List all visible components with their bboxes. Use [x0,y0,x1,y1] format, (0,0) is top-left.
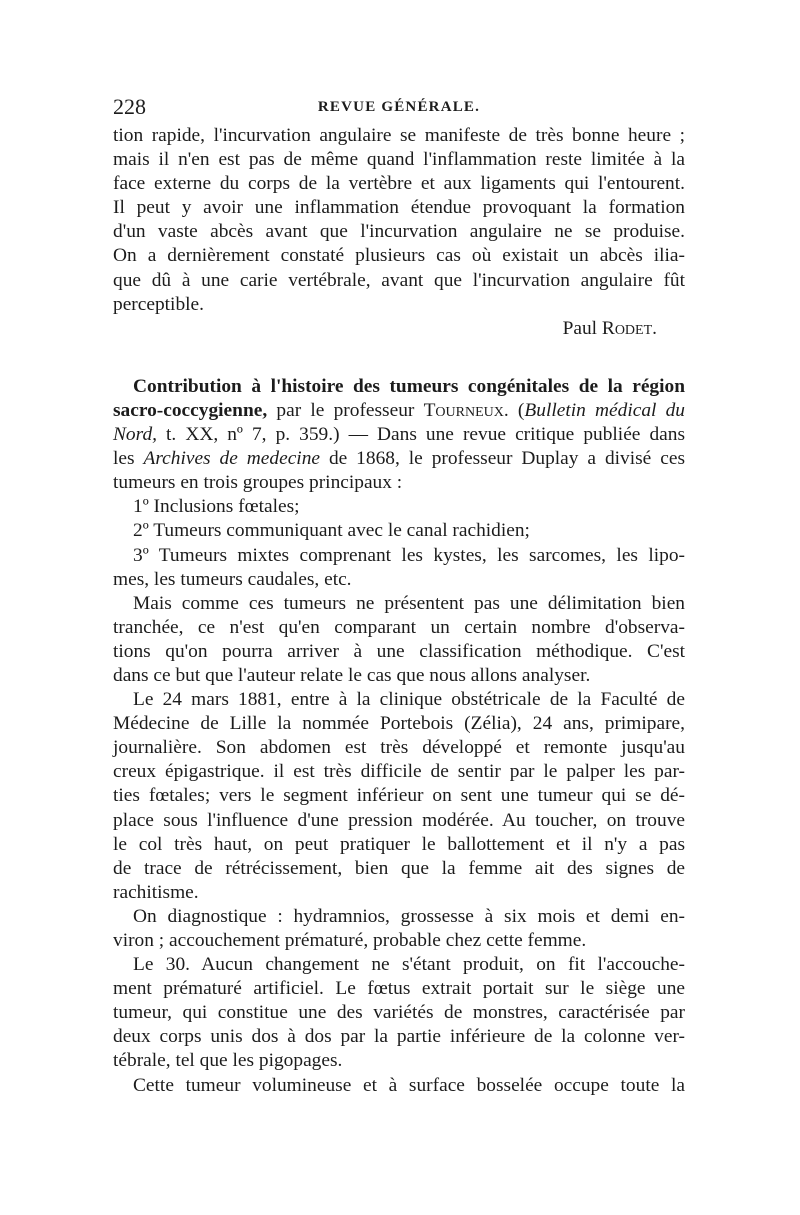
text-line: Le 30. Aucun changement ne s'étant produit, on fit l'accouche- [133,954,685,976]
text-line: journalière. Son abdomen est très développé et remonte jusqu'au [113,737,685,759]
list-item: mes, les tumeurs caudales, etc. [113,568,352,590]
text-run: par le professeur [267,399,424,421]
text-line: Médecine de Lille la nommée Portebois (Zélia), 24 ans, primipare, [113,713,685,735]
list-item: 1º Inclusions fœtales; [133,496,300,518]
text-line: On a dernièrement constaté plusieurs cas où existait un abcès ilia- [113,245,685,267]
journal-name: Bulletin médical du [524,399,686,421]
text-line: On diagnostique : hydramnios, grossesse à six mois et demi en- [133,905,685,927]
text-run: de 1868, le professeur Duplay a divisé ces [320,448,685,470]
journal-name: Archives de medecine [143,448,320,470]
author-name: Tourneux. [423,399,509,421]
text-line: de trace de rétrécissement, bien que la femme ait des signes de [113,857,685,879]
text-run: ( [508,399,525,421]
text-line: tumeur, qui constitue une des variétés de monstres, caractérisée par [113,1002,685,1024]
text-line: mais il n'en est pas de même quand l'inflammation reste limitée à la [113,149,685,171]
text-line: viron ; accouchement prématuré, probable chez cette femme. [113,930,587,951]
article-title: Contribution à l'histoire des tumeurs congénitales de la région [133,375,685,397]
body-text [113,124,685,1098]
section-gap [113,341,685,375]
text-line [113,423,685,447]
signature-first-name: Paul [562,317,602,339]
text-line [113,447,685,471]
running-head [113,94,685,124]
article-title-end: sacro-coccygienne, [113,399,268,421]
page-number: 228 [113,94,146,119]
text-run: t. XX, nº 7, p. 359.) — Dans une revue critique publiée dans [157,424,685,446]
text-line: rachitisme. [113,881,199,903]
signature [113,317,685,341]
text-line: d'un vaste abcès avant que l'incurvation angulaire ne se produise. [113,221,685,243]
text-line: dans ce but que l'auteur relate le cas que nous allons analyser. [113,664,591,686]
text-line: ties fœtales; vers le segment inférieur on sent une tumeur qui se dé- [113,785,685,807]
text-line: que dû à une carie vertébrale, avant que l'incurvation angulaire fût [113,269,685,291]
text-line: tion rapide, l'incurvation angulaire se manifeste de très bonne heure ; [113,125,685,146]
text-line: deux corps unis dos à dos par la partie inférieure de la colonne ver- [113,1026,685,1048]
text-line: ment prématuré artificiel. Le fœtus extrait portait sur le siège une [113,978,685,1000]
list-item: 2º Tumeurs communiquant avec le canal rachidien; [133,520,530,542]
text-line: Le 24 mars 1881, entre à la clinique obstétricale de la Faculté de [133,689,685,711]
running-title: REVUE GÉNÉRALE. [317,99,481,115]
list-item: 3º Tumeurs mixtes comprenant les kystes, les sarcomes, les lipo- [133,544,685,566]
text-line: tumeurs en trois groupes principaux : [113,472,403,494]
journal-name: Nord, [113,424,157,446]
text-line: perceptible. [113,293,204,315]
signature-last-name: Rodet. [601,317,657,339]
text-run: les [113,448,144,470]
text-line [113,399,685,423]
text-line: tions qu'on pourra arriver à une classification méthodique. C'est [113,640,685,662]
text-line: Mais comme ces tumeurs ne présentent pas une délimitation bien [133,592,685,614]
text-line: Il peut y avoir une inflammation étendue provoquant la formation [113,197,685,219]
text-line: Cette tumeur volumineuse et à surface bosselée occupe toute la [133,1074,685,1096]
text-line: face externe du corps de la vertèbre et aux ligaments qui l'entourent. [113,173,685,195]
text-line: le col très haut, on peut pratiquer le ballottement et il n'y a pas [113,833,685,855]
text-line: place sous l'influence d'une pression modérée. Au toucher, on trouve [113,809,685,831]
text-line: creux épigastrique. il est très difficile de sentir par le palper les par- [113,761,685,783]
text-line: tébrale, tel que les pigopages. [113,1050,343,1072]
text-line: tranchée, ce n'est qu'en comparant un certain nombre d'observa- [113,616,685,638]
